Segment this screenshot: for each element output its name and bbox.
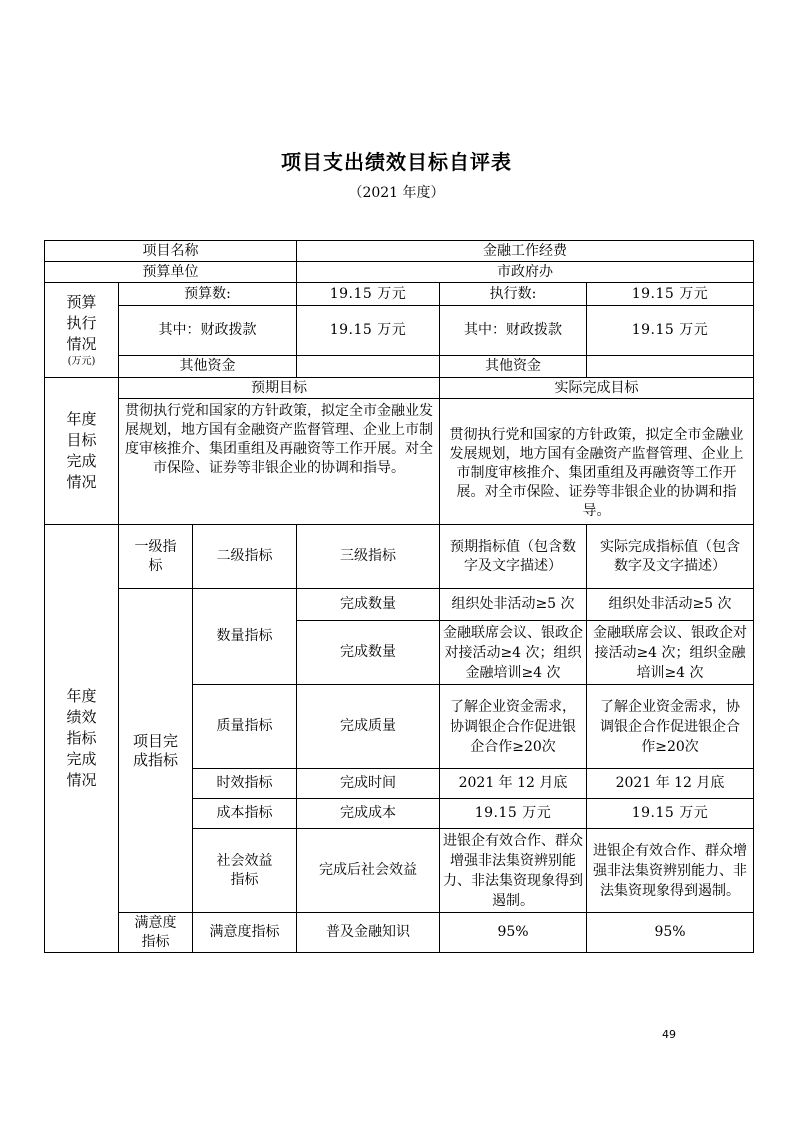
other-funds-label-1: 其他资金 xyxy=(119,356,297,378)
row4-actual: 2021 年 12 月底 xyxy=(587,769,754,799)
col-expected: 预期指标值（包含数字及文字描述） xyxy=(440,525,587,589)
budget-amount-value: 19.15 万元 xyxy=(297,283,440,306)
row2-expected: 金融联席会议、银政企对接活动≥4 次；组织金融培训≥4 次 xyxy=(440,621,587,685)
exec-amount-label: 执行数: xyxy=(440,283,587,306)
col-level3: 三级指标 xyxy=(297,525,440,589)
row5-expected: 19.15 万元 xyxy=(440,799,587,829)
quantity-label: 数量指标 xyxy=(193,589,297,685)
budget-unit-row xyxy=(45,262,754,283)
table-row xyxy=(45,913,754,953)
cost-label: 成本指标 xyxy=(193,799,297,829)
fiscal-value-2: 19.15 万元 xyxy=(587,306,754,356)
satisfaction-level2: 满意度指标 xyxy=(193,913,297,953)
satisfaction-label: 满意度指标 xyxy=(134,914,177,950)
project-completion-label: 项目完成指标 xyxy=(132,731,178,769)
row1-level3: 完成数量 xyxy=(297,589,440,621)
budget-amount-row xyxy=(45,283,754,306)
fiscal-row xyxy=(45,306,754,356)
perf-label-cell xyxy=(45,525,119,953)
row7-expected: 95% xyxy=(440,913,587,953)
budget-unit-label: 预算单位 xyxy=(45,262,297,283)
other-funds-label-2: 其他资金 xyxy=(440,356,587,378)
project-completion-label-cell xyxy=(119,589,193,913)
perf-header-row xyxy=(45,525,754,589)
row7-level3: 普及金融知识 xyxy=(297,913,440,953)
col-actual: 实际完成指标值（包含数字及文字描述） xyxy=(587,525,754,589)
budget-unit-value: 市政府办 xyxy=(297,262,754,283)
timeliness-label: 时效指标 xyxy=(193,769,297,799)
row4-expected: 2021 年 12 月底 xyxy=(440,769,587,799)
page-title: 项目支出绩效目标自评表 xyxy=(281,150,512,174)
perf-label: 年度绩效指标完成情况 xyxy=(66,687,97,789)
row7-actual: 95% xyxy=(587,913,754,953)
fiscal-label-1: 其中：财政拨款 xyxy=(119,306,297,356)
row1-expected: 组织处非活动≥5 次 xyxy=(440,589,587,621)
expected-goal-label: 预期目标 xyxy=(119,378,440,399)
project-name-value: 金融工作经费 xyxy=(297,241,754,262)
actual-goal-label: 实际完成目标 xyxy=(440,378,754,399)
exec-amount-value: 19.15 万元 xyxy=(587,283,754,306)
row6-level3: 完成后社会效益 xyxy=(297,829,440,913)
row3-expected: 了解企业资金需求，协调银企合作促进银企合作≥20次 xyxy=(440,685,587,769)
row6-expected: 进银企有效合作、群众增强非法集资辨别能力、非法集资现象得到遏制。 xyxy=(440,829,587,913)
project-name-row xyxy=(45,241,754,262)
col-level1: 一级指标 xyxy=(119,525,193,589)
table-row xyxy=(45,589,754,621)
row3-actual: 了解企业资金需求，协调银企合作促进银企合作≥20次 xyxy=(587,685,754,769)
goal-text-row xyxy=(45,399,754,525)
performance-table xyxy=(44,240,754,953)
project-name-label: 项目名称 xyxy=(45,241,297,262)
budget-exec-unit: (万元) xyxy=(67,355,96,367)
row3-level3: 完成质量 xyxy=(297,685,440,769)
social-label-cell xyxy=(193,829,297,913)
row2-actual: 金融联席会议、银政企对接活动≥4 次；组织金融培训≥4 次 xyxy=(587,621,754,685)
social-label: 社会效益指标 xyxy=(216,852,273,888)
actual-goal-text: 贯彻执行党和国家的方针政策，拟定全市金融业发展规划，地方国有金融资产监督管理、企业上市制度审核推介、集团重组及再融资等工作开展。对全市保险、证券等非银企业的协调和指导。 xyxy=(440,399,754,525)
fiscal-label-2: 其中：财政拨款 xyxy=(440,306,587,356)
row2-level3: 完成数量 xyxy=(297,621,440,685)
budget-amount-label: 预算数: xyxy=(119,283,297,306)
annual-goal-label: 年度目标完成情况 xyxy=(66,410,97,491)
other-funds-value-1 xyxy=(297,356,440,378)
annual-goal-label-cell xyxy=(45,378,119,525)
budget-exec-label: 预算执行情况 xyxy=(66,292,97,353)
row5-level3: 完成成本 xyxy=(297,799,440,829)
other-funds-row xyxy=(45,356,754,378)
budget-exec-label-cell xyxy=(45,283,119,378)
col-level2: 二级指标 xyxy=(193,525,297,589)
page-subtitle: （2021 年度） xyxy=(348,185,445,201)
row4-level3: 完成时间 xyxy=(297,769,440,799)
fiscal-value-1: 19.15 万元 xyxy=(297,306,440,356)
satisfaction-label-cell xyxy=(119,913,193,953)
page-number: 49 xyxy=(662,1028,676,1041)
row6-actual: 进银企有效合作、群众增强非法集资辨别能力、非法集资现象得到遏制。 xyxy=(587,829,754,913)
row5-actual: 19.15 万元 xyxy=(587,799,754,829)
row1-actual: 组织处非活动≥5 次 xyxy=(587,589,754,621)
quality-label: 质量指标 xyxy=(193,685,297,769)
expected-goal-text: 贯彻执行党和国家的方针政策，拟定全市金融业发展规划，地方国有金融资产监督管理、企业上市制度审核推介、集团重组及再融资等工作开展。对全市保险、证券等非银企业的协调和指导。 xyxy=(119,399,440,525)
other-funds-value-2 xyxy=(587,356,754,378)
goal-header-row xyxy=(45,378,754,399)
